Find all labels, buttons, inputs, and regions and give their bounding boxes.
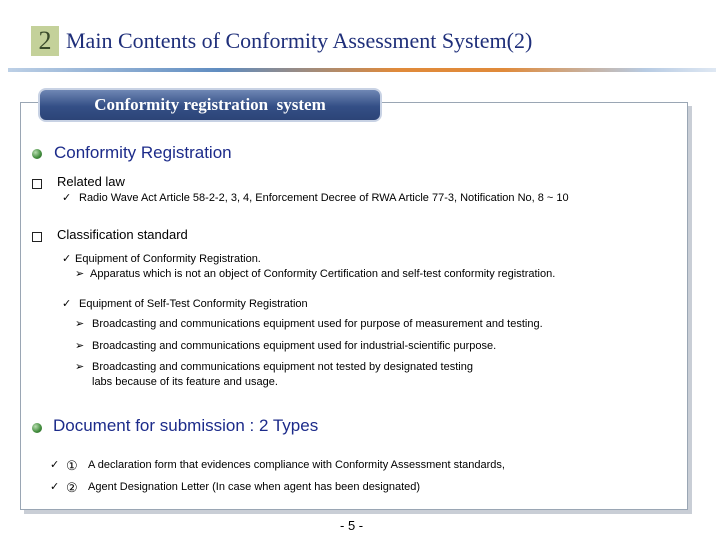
classification-point: Broadcasting and communications equipment not tested by designated testing: [92, 361, 473, 373]
checkmark-icon: ✓: [62, 298, 72, 310]
title-underline: [8, 68, 716, 72]
page-title: Main Contents of Conformity Assessment System(2): [66, 28, 533, 53]
classification-group-title: Equipment of Conformity Registration.: [75, 253, 261, 265]
square-bullet-icon: [32, 232, 42, 242]
section-heading-document-submission: Document for submission : 2 Types: [53, 416, 319, 435]
arrow-bullet-icon: ➢: [75, 340, 85, 352]
related-law-label: Related law: [57, 174, 125, 189]
section-tab-label: Conformity registration system: [38, 88, 382, 122]
section-heading-conformity-registration: Conformity Registration: [54, 143, 232, 162]
classification-point: Broadcasting and communications equipment used for industrial-scientific purpose.: [92, 340, 497, 352]
document-item-number: ①: [66, 458, 78, 473]
classification-standard-label: Classification standard: [57, 227, 188, 242]
square-bullet-icon: [32, 179, 42, 189]
classification-point: Broadcasting and communications equipment used for purpose of measurement and testing.: [92, 318, 543, 330]
document-item-text: A declaration form that evidences compliance with Conformity Assessment standards,: [88, 459, 505, 471]
checkmark-icon: ✓: [62, 253, 72, 265]
arrow-bullet-icon: ➢: [75, 268, 85, 280]
checkmark-icon: ✓: [50, 481, 60, 493]
classification-point-continuation: labs because of its feature and usage.: [92, 376, 278, 388]
bullet-ball-icon: [32, 149, 42, 159]
arrow-bullet-icon: ➢: [75, 361, 85, 373]
arrow-bullet-icon: ➢: [75, 318, 85, 330]
checkmark-icon: ✓: [50, 459, 60, 471]
document-item-number: ②: [66, 480, 78, 495]
bullet-ball-icon: [32, 423, 42, 433]
related-law-item: Radio Wave Act Article 58-2-2, 3, 4, Enforcement Decree of RWA Article 77-3, Notification No, 8 ~ 10: [79, 192, 569, 204]
classification-group-title: Equipment of Self-Test Conformity Registration: [79, 298, 308, 310]
classification-point: Apparatus which is not an object of Conformity Certification and self-test conformity registration.: [90, 268, 556, 280]
page-number: - 5 -: [340, 518, 364, 533]
section-number-badge: 2: [31, 26, 59, 56]
document-item-text: Agent Designation Letter (In case when agent has been designated): [88, 481, 421, 493]
checkmark-icon: ✓: [62, 192, 72, 204]
